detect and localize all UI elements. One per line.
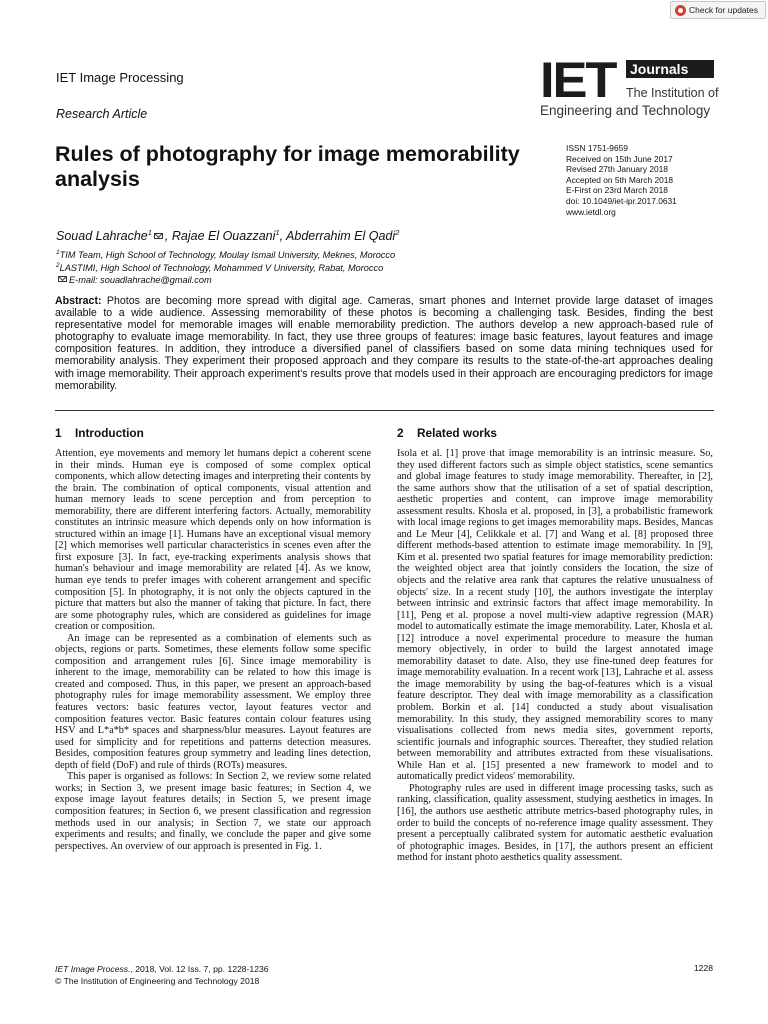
author-1-affil-mark: 1: [147, 228, 152, 237]
logo-line1: The Institution of: [626, 86, 719, 100]
left-column: [55, 426, 371, 852]
section-title: Related works: [417, 426, 497, 440]
logo-line2: Engineering and Technology: [540, 103, 711, 118]
affil-2-mark: 2: [56, 262, 60, 269]
paragraph: An image can be represented as a combination of elements such as objects, regions or parts. Sometimes, these elements follow some specific composition and arrangement rules [6]. Since image memorability is inherent to the image, memorability can be related to how this image is created and composed. Thus, in this paper, we present an approach-based photography rules for image memorability assessment. We employ three features vectors: basic features vector, layout features vector and composition features vector. Basic features contain colour features using HSV and L*a*b* spaces and sharpness/blur measures. Layout features are used for simplicity and for repetitions and patterns detection measures. Besides, composition features group symmetry and leading lines detection, depth of field (DoF) and rule of thirds (ROTs) measures.: [55, 632, 371, 771]
abstract: [55, 295, 713, 392]
iet-journals-logo: [540, 52, 719, 120]
author-3: , Abderrahim El Qadi: [279, 229, 396, 244]
author-2: , Rajae El Ouazzani: [164, 229, 276, 244]
website-link[interactable]: www.ietdl.org: [566, 206, 616, 217]
journal-name: IET Image Processing: [56, 70, 184, 85]
doi-link[interactable]: doi: 10.1049/iet-ipr.2017.0631: [566, 195, 677, 206]
section-number: 1: [55, 426, 62, 440]
section-number: 2: [397, 426, 404, 440]
footer-copyright: © The Institution of Engineering and Technology 2018: [55, 976, 260, 986]
article-type: Research Article: [56, 107, 148, 121]
paragraph: Isola et al. [1] prove that image memorability is an intrinsic measure. So, they used different factors such as simple object statistics, scene semantics and global image features to study image memorability. Thereafter, in [2], the same authors show that the utilisation of a set of spatial description, aesthetic properties and content, can improve image memorability assessment results. Khosla et al. proposed, in [3], a probabilistic framework with local image regions to get images memorability maps. Besides, Mancas and Le Meur [4], Celikkale et al. [7] and Wang et al. [8] proposed three different methods-based attention to estimate image memorability. In [9], Kim et al. presented two spatial features for image memorability prediction: the weighted object area that jointly considers the location, the size of objects and the relative area rank that captures the relative unusualness of objects' size. In a recent study [10], the authors investigate the interplay between intrinsic and extrinsic factors that affect image memorability. In [11], Peng et al. propose a novel multi-view adaptive regression (MAR) model to automatically estimate the image memorability. Later, Khosla et al. [12] introduce a novel experimental procedure to measure the human memory objectively, in order to build the largest annotated image memorability dataset to date. Also, they use fine-tuned deep features for image memorability evaluation. In a recent work [13], Lahrache et al. assess the image memorability by using the bag-of-features which is a visual feature descriptor. They deal with image memorability as a classification problem. Borkin et al. [14] conducted a study about visualisation memorability. In this study, they assigned memorability scores to many visualisations collected from news media sites, government reports, scientific journals and infographic sources. Thereafter, they studied relation between memorability and attributes extracted from these visualisations. While Han et al. [15] presented a new framework to model and to automatically predict videos' memorability.: [397, 448, 713, 783]
author-3-affil-mark: 2: [395, 228, 400, 237]
crossmark-icon: [675, 5, 686, 16]
affil-1-mark: 1: [56, 249, 60, 256]
issn: ISSN 1751-9659: [566, 143, 628, 153]
accepted-date: Accepted on 5th March 2018: [566, 174, 674, 185]
abstract-text: Photos are becoming more spread with digital age. Cameras, smart phones and Internet provide large dataset of images available to a wide audience. Assessing memorability of these photos is becoming a challenging task. Besides, finding the best representative model for memorable images will enable memorability prediction. The authors develop a new approach-based rule of photography to evaluate image memorability. In fact, they use three groups of features: image basic features, layout features and image composition features. In addition, they introduce a diversified panel of classifiers based on some data mining techniques used for memorability analysis. They experiment their proposed approach and they compare its results to the state-of-the-art approaches dealing with image memorability. Their approach experiment's results prove that models used in their approach are encouraging predictors for image memorability.: [55, 295, 713, 392]
affiliation-2: [56, 262, 383, 273]
affil-1-text: TIM Team, High School of Technology, Moulay Ismail University, Meknes, Morocco: [59, 250, 396, 261]
affil-2-text: LASTIMI, High School of Technology, Mohammed V University, Rabat, Morocco: [59, 263, 384, 274]
author-2-affil-mark: 1: [275, 228, 280, 237]
section-title: Introduction: [75, 426, 144, 440]
check-for-updates-button[interactable]: [670, 1, 766, 19]
article-metadata: [566, 143, 677, 217]
paragraph: This paper is organised as follows: In Section 2, we review some related works; in Section 3, we present image basic features; in Section 4, we expose image layout features details; in Section 5, we present image composition features; in Section 6, we present classification and regression methods used in our analysis; in Section 7, we state our approach experiments and results; and finally, we conclude the paper and give some perspectives. An overview of our approach is presented in Fig. 1.: [55, 771, 371, 852]
author-list: [56, 228, 399, 243]
check-for-updates-label: Check for updates: [689, 5, 758, 15]
header-divider: [55, 410, 714, 411]
received-date: Received on 15th June 2017: [566, 153, 673, 164]
affiliation-1: [56, 249, 395, 260]
paper-title: Rules of photography for image memorability analysis: [55, 142, 520, 191]
footer-details: , 2018, Vol. 12 Iss. 7, pp. 1228-1236: [130, 964, 269, 974]
abstract-label: Abstract:: [55, 295, 102, 307]
efirst-date: E-First on 23rd March 2018: [566, 185, 668, 196]
section-heading-related-works: [397, 426, 713, 440]
logo-brand: IET: [540, 52, 616, 108]
paragraph: Photography rules are used in different image processing tasks, such as ranking, classification, quality assessment, studying aesthetics in images. In [16], the authors use aesthetic attribute metrics-based photography rules, in order to build the concepts of no-reference image quality assessment. They present a perceptually calibrated system for automatic aesthetic evaluation of photographic images. Besides, in [17], the authors present an efficient method for instant photo aesthetics quality assessment.: [397, 782, 713, 864]
logo-journals-badge: Journals: [626, 60, 714, 78]
right-column: [397, 426, 713, 864]
page-footer: [55, 963, 269, 987]
email-icon: [154, 233, 163, 239]
revised-date: Revised 27th January 2018: [566, 164, 668, 175]
corresponding-email: [56, 275, 212, 285]
author-1: Souad Lahrache: [56, 229, 148, 244]
footer-journal: IET Image Process.: [55, 964, 131, 974]
envelope-icon: [58, 276, 67, 282]
page-number: 1228: [693, 963, 713, 973]
email-link[interactable]: E-mail: souadlahrache@gmail.com: [69, 275, 212, 285]
paragraph: Attention, eye movements and memory let humans depict a coherent scene in their minds. Human eye is composed of some complex optical components, which allow detecting images and interpreting their contents by the brain. The combination of optical components, visual attention and human memory leads to scene perception and from perception to memorability, there are different interfering factors. Actually, memorability constitutes an intrinsic measure which depends only on how information is structured within an image [1]. Humans have an exceptional visual memory [2] which memorises well particular characteristics in scenes even after the first exposure [3]. In fact, eye-tracking experiments analysis shows that human's behaviour and image memorability are related [4]. As we know, human eye tends to prefer images with coherent arrangement and specific composition [5]. In photography, it is not only the objects captured in the picture that matters but also the manner of taking that picture. In fact, there are some photography rules, which are considered as guidelines for image creation or composition.: [55, 448, 371, 633]
section-heading-introduction: [55, 426, 371, 440]
